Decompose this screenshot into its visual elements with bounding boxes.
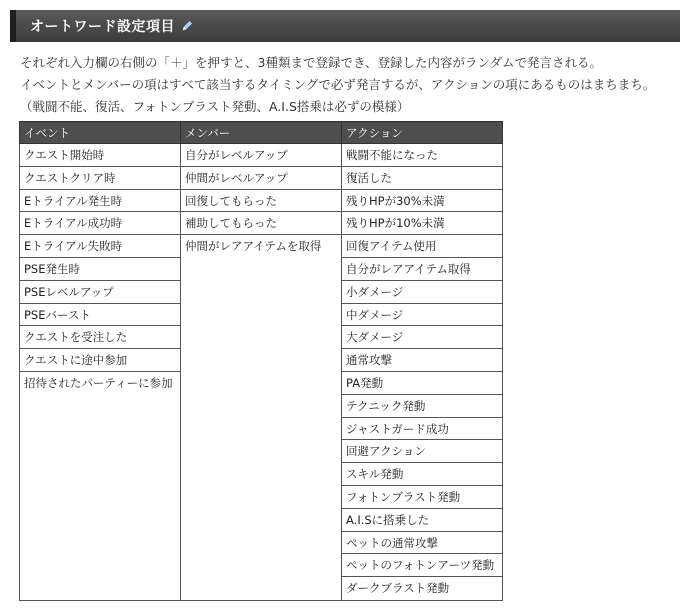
event-item: クエストクリア時 bbox=[20, 167, 180, 190]
member-item: 回復してもらった bbox=[181, 190, 341, 213]
action-item: 通常攻撃 bbox=[342, 349, 502, 372]
action-item: 自分がレアアイテム取得 bbox=[342, 258, 502, 281]
action-item: 復活した bbox=[342, 167, 502, 190]
action-item: スキル発動 bbox=[342, 463, 502, 486]
action-item: フォトンブラスト発動 bbox=[342, 486, 502, 509]
member-item: 自分がレベルアップ bbox=[181, 144, 341, 167]
pencil-icon[interactable] bbox=[181, 20, 193, 32]
action-item: 中ダメージ bbox=[342, 304, 502, 327]
action-item: ダークブラスト発動 bbox=[346, 581, 450, 596]
header-event: イベント bbox=[20, 122, 181, 144]
member-item: 仲間がレアアイテムを取得 bbox=[185, 239, 322, 254]
action-item: ジャストガード成功 bbox=[342, 418, 502, 441]
event-item: 招待されたパーティーに参加 bbox=[24, 375, 173, 390]
action-item: 回避アクション bbox=[342, 440, 502, 463]
action-item: PA発動 bbox=[342, 372, 502, 395]
intro-line-3: （戦闘不能、復活、フォトンブラスト発動、A.I.S搭乗は必ずの模様） bbox=[20, 99, 410, 114]
event-item: PSEレベルアップ bbox=[20, 281, 180, 304]
event-column bbox=[20, 144, 181, 601]
member-list bbox=[181, 144, 341, 258]
section-heading bbox=[10, 10, 680, 42]
action-item: 戦闘不能になった bbox=[342, 144, 502, 167]
event-item: クエスト開始時 bbox=[20, 144, 180, 167]
action-column bbox=[342, 144, 503, 601]
member-item: 補助してもらった bbox=[181, 212, 341, 235]
event-list bbox=[20, 144, 180, 395]
event-item: PSE発生時 bbox=[20, 258, 180, 281]
action-item: 回復アイテム使用 bbox=[342, 235, 502, 258]
member-item: 仲間がレベルアップ bbox=[181, 167, 341, 190]
action-item: ペットのフォトンアーツ発動 bbox=[342, 554, 502, 577]
action-item: 残りHPが10%未満 bbox=[342, 212, 502, 235]
header-action: アクション bbox=[342, 122, 503, 144]
intro-line-1: それぞれ入力欄の右側の「＋」を押すと、3種類まで登録でき、登録した内容がランダムで発言される。 bbox=[20, 55, 602, 70]
action-item: 小ダメージ bbox=[342, 281, 502, 304]
autoword-table bbox=[19, 121, 503, 601]
intro-line-2: イベントとメンバーの項はすべて該当するタイミングで必ず発言するが、アクションの項にあるものはまちまち。 bbox=[20, 77, 656, 92]
action-list bbox=[342, 144, 502, 600]
action-item: 残りHPが30%未満 bbox=[342, 190, 502, 213]
action-item: ペットの通常攻撃 bbox=[342, 532, 502, 555]
event-item: Eトライアル失敗時 bbox=[20, 235, 180, 258]
event-item: PSEバースト bbox=[20, 304, 180, 327]
action-item: A.I.Sに搭乗した bbox=[342, 509, 502, 532]
event-item: Eトライアル発生時 bbox=[20, 190, 180, 213]
event-item: クエストを受注した bbox=[20, 326, 180, 349]
intro-text bbox=[20, 52, 675, 118]
event-item: Eトライアル成功時 bbox=[20, 212, 180, 235]
action-item: 大ダメージ bbox=[342, 326, 502, 349]
header-member: メンバー bbox=[181, 122, 342, 144]
event-item: クエストに途中参加 bbox=[20, 349, 180, 372]
member-column bbox=[181, 144, 342, 601]
section-title: オートワード設定項目 bbox=[30, 19, 175, 35]
action-item: テクニック発動 bbox=[342, 395, 502, 418]
